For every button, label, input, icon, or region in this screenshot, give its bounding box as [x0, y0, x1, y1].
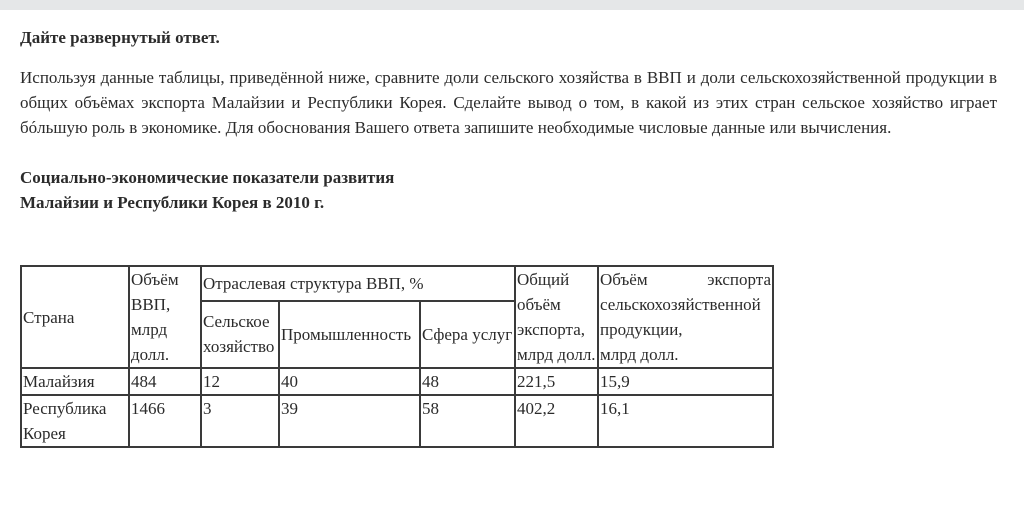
header-agri-export: [598, 266, 773, 368]
header-agriculture: Сельское хозяйство: [201, 301, 279, 368]
table-title: [20, 165, 997, 215]
cell-agri-export: 16,1: [598, 395, 773, 447]
top-bar: [0, 0, 1024, 10]
cell-agriculture: 12: [201, 368, 279, 395]
table-row: [21, 368, 773, 395]
cell-total-export: 402,2: [515, 395, 598, 447]
table-header-row: [21, 266, 773, 301]
header-gdp-structure: Отраслевая структура ВВП, %: [201, 266, 515, 301]
cell-agri-export: 15,9: [598, 368, 773, 395]
cell-total-export: 221,5: [515, 368, 598, 395]
instruction-heading: Дайте развернутый ответ.: [20, 28, 220, 47]
cell-industry: 39: [279, 395, 420, 447]
table-title-line-1: Социально-экономические показатели развития: [20, 168, 395, 187]
cell-agriculture: 3: [201, 395, 279, 447]
header-country: Страна: [21, 266, 129, 368]
cell-country: Малайзия: [21, 368, 129, 395]
header-agri-export-line-3: продукции,: [600, 320, 683, 339]
task-text: Используя данные таблицы, приведённой ниже, сравните доли сельского хозяйства в ВВП и доли сельскохозяйственной продукции в общих объёмах экспорта Малайзии и Республики Корея. Сделайте вывод о том, в какой из этих стран сельское хозяйство играет бóльшую роль в экономике. Для обоснования Вашего ответа запишите необходимые числовые данные или вычисления.: [20, 68, 997, 137]
header-gdp-volume: Объём ВВП, млрд долл.: [129, 266, 201, 368]
cell-services: 48: [420, 368, 515, 395]
table-title-line-2: Малайзии и Республики Корея в 2010 г.: [20, 193, 325, 212]
cell-gdp: 484: [129, 368, 201, 395]
header-agri-export-line-4: млрд долл.: [600, 345, 679, 364]
header-industry: Промышленность: [279, 301, 420, 368]
data-table: [20, 265, 774, 448]
header-total-export: Общий объём экспорта, млрд долл.: [515, 266, 598, 368]
table-row: [21, 395, 773, 447]
cell-country: Республика Корея: [21, 395, 129, 447]
cell-gdp: 1466: [129, 395, 201, 447]
header-agri-export-line-2: сельскохозяйственной: [600, 295, 761, 314]
cell-industry: 40: [279, 368, 420, 395]
task-content: [20, 26, 997, 215]
cell-services: 58: [420, 395, 515, 447]
header-services: Сфера услуг: [420, 301, 515, 368]
header-agri-export-line-1: Объём экспорта: [600, 270, 771, 289]
